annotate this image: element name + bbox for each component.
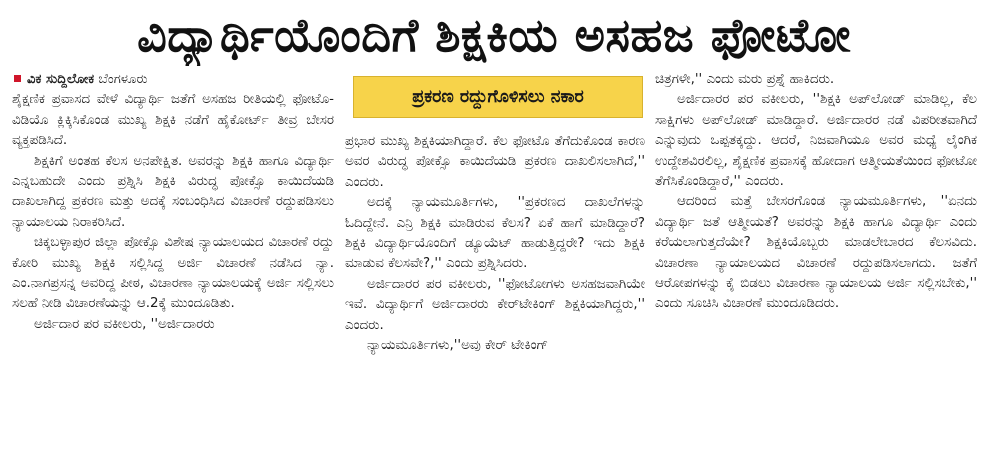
paragraph: ಶಿಕ್ಷಕಿಗೆ ಅಂತಹ ಕೆಲಸ ಅನಪೇಕ್ಷಿತ. ಅವರನ್ನು ಶಿಕ್ಷಕಿ ಹಾಗೂ ವಿದ್ಯಾರ್ಥಿ ಎನ್ನಬಹುದೇ ಎಂದು ಪ್ರಶ್ನಿಸಿ ಶಿಕ್ಷಕಿ ವಿರುದ್ಧ ಪೋಕ್ಸೊ ಕಾಯಿದೆಯಡಿ ದಾಖಲಾಗಿದ್ದ ಪ್ರಕರಣ ಮತ್ತು ಅದಕ್ಕೆ ಸಂಬಂಧಿಸಿದ ವಿಚಾರಣೆ ರದ್ದುಪಡಿಸಲು ನ್ಯಾಯಾಲಯ ನಿರಾಕರಿಸಿದೆ.: [12, 153, 334, 230]
paragraph: ಅರ್ಜಿದಾರರ ಪರ ವಕೀಲರು, ''ಶಿಕ್ಷಕಿ ಅಪ್‌ಲೋಡ್ ಮಾಡಿಲ್ಲ, ಕೆಲ ಸಾಕ್ಷಿಗಳು ಅಪ್‌ಲೋಡ್ ಮಾಡಿದ್ದಾರೆ. ಅರ್ಜಿದಾರರ ನಡೆ ವಿಪರೀತವಾಗಿದೆ ಎನ್ನುವುದು ಒಪ್ಪತಕ್ಕದ್ದು. ಆದರೆ, ನಿಜವಾಗಿಯೂ ಅವರ ಮಧ್ಯೆ ಲೈಂಗಿಕ ಉದ್ದೇಶವಿರಲಿಲ್ಲ, ಶೈಕ್ಷಣಿಕ ಪ್ರವಾಸಕ್ಕೆ ಹೋದಾಗ ಆತ್ಮೀಯತೆಯಿಂದ ಫೋಟೋ ತೆಗೆಸಿಕೊಂಡಿದ್ದಾರೆ,'' ಎಂದರು.: [655, 92, 977, 190]
paragraph: ಶೈಕ್ಷಣಿಕ ಪ್ರವಾಸದ ವೇಳೆ ವಿದ್ಯಾರ್ಥಿ ಜತೆಗೆ ಅಸಹಜ ರೀತಿಯಲ್ಲಿ ಫೋಟೊ-ವಿಡಿಯೊ ಕ್ಲಿಕ್ಕಿಸಿಕೊಂಡ ಮುಖ್ಯ ಶಿಕ್ಷಕಿ ನಡೆಗೆ ಹೈಕೋರ್ಟ್ ತೀವ್ರ ಬೇಸರ ವ್ಯಕ್ತಪಡಿಸಿದೆ.: [12, 92, 334, 149]
paragraph: ನ್ಯಾಯಮೂರ್ತಿಗಳು,''ಅವು ಕೇರ್ ಟೇಕಿಂಗ್: [367, 338, 549, 354]
byline: [12, 70, 334, 90]
headline: ವಿದ್ಯಾರ್ಥಿಯೊಂದಿಗೆ ಶಿಕ್ಷಕಿಯ ಅಸಹಜ ಫೋಟೋ: [137, 8, 851, 62]
article-column-1: [12, 70, 334, 450]
paragraph: ಪ್ರಭಾರ ಮುಖ್ಯ ಶಿಕ್ಷಕಿಯಾಗಿದ್ದಾರೆ. ಕೆಲ ಫೋಟೊ ತೆಗೆದುಕೊಂಡ ಕಾರಣ ಅವರ ವಿರುದ್ಧ ಪೋಕ್ಸೊ ಕಾಯಿದೆಯಡಿ ಪ್ರಕರಣ ದಾಖಲಿಸಲಾಗಿದೆ,'' ಎಂದರು.: [345, 134, 645, 190]
article-column-2: [345, 70, 645, 450]
paragraph: ಚಿತ್ರಗಳೇ,'' ಎಂದು ಮರು ಪ್ರಶ್ನೆ ಹಾಕಿದರು.: [655, 72, 835, 87]
paragraph: ಚಿಕ್ಕಬಳ್ಳಾಪುರ ಜಿಲ್ಲಾ ಪೋಕ್ಸೊ ವಿಶೇಷ ನ್ಯಾಯಾಲಯದ ವಿಚಾರಣೆ ರದ್ದು ಕೋರಿ ಮುಖ್ಯ ಶಿಕ್ಷಕಿ ಸಲ್ಲಿಸಿದ್ದ ಅರ್ಜಿ ವಿಚಾರಣೆ ನಡೆಸಿದ ನ್ಯಾ. ಎಂ.ನಾಗಪ್ರಸನ್ನ ಅವರಿದ್ದ ಪೀಠ, ವಿಚಾರಣಾ ನ್ಯಾಯಾಲಯಕ್ಕೆ ಅರ್ಜಿ ಸಲ್ಲಿಸಲು ಸಲಹೆ ನೀಡಿ ವಿಚಾರಣೆಯನ್ನು ಆ.2ಕ್ಕೆ ಮುಂದೂಡಿತು.: [12, 235, 334, 312]
paragraph: ಆದರಿಂದ ಮತ್ತೆ ಬೇಸರಗೊಂಡ ನ್ಯಾಯಮೂರ್ತಿಗಳು, ''ಏನದು ವಿದ್ಯಾರ್ಥಿ ಜತೆ ಆತ್ಮೀಯತೆ? ಅವರನ್ನು ಶಿಕ್ಷಕಿ ಹಾಗೂ ವಿದ್ಯಾರ್ಥಿ ಎಂದು ಕರೆಯಲಾಗುತ್ತದೆಯೇ? ಶಿಕ್ಷಕಿಯೊಬ್ಬರು ಮಾಡಲೇಬಾರದ ಕೆಲಸವಿದು. ವಿಚಾರಣಾ ನ್ಯಾಯಾಲಯದ ವಿಚಾರಣೆ ರದ್ದುಪಡಿಸಲಾಗದು. ಜತೆಗೆ ಆರೋಪಗಳನ್ನು ಕೈ ಬಿಡಲು ವಿಚಾರಣಾ ನ್ಯಾಯಾಲಯ ಅರ್ಜಿ ಸಲ್ಲಿಸಬೇಕು,'' ಎಂದು ಸೂಚಿಸಿ ವಿಚಾರಣೆ ಮುಂದೂಡಿದರು.: [655, 194, 977, 312]
subheading-box: ಪ್ರಕರಣ ರದ್ದುಗೊಳಿಸಲು ನಕಾರ: [353, 76, 643, 118]
paragraph: ಅರ್ಜಿದಾರರ ಪರ ವಕೀಲರು, ''ಫೋಟೋಗಳು ಅಸಹಜವಾಗಿಯೇ ಇವೆ. ವಿದ್ಯಾರ್ಥಿಗೆ ಅರ್ಜಿದಾರರು ಕೇರ್‌ಟೇಕಿಂಗ್ ಶಿಕ್ಷಕಿಯಾಗಿದ್ದರು,'' ಎಂದರು.: [345, 276, 645, 333]
bullet-square-icon: [14, 75, 21, 82]
article-column-3: [655, 70, 977, 450]
byline-city: ಬೆಂಗಳೂರು: [98, 72, 148, 87]
paragraph: ಅರ್ಜಿದಾರ ಪರ ವಕೀಲರು, ''ಅರ್ಜಿದಾರರು: [34, 316, 215, 332]
byline-source: ವಿಕ ಸುದ್ದಿಲೋಕ: [27, 72, 95, 87]
paragraph: ಅದಕ್ಕೆ ನ್ಯಾಯಮೂರ್ತಿಗಳು, ''ಪ್ರಕರಣದ ದಾಖಲೆಗಳನ್ನು ಓದಿದ್ದೇನೆ. ಎನ್ರಿ ಶಿಕ್ಷಕಿ ಮಾಡಿರುವ ಕೆಲಸ? ಏಕೆ ಹಾಗೆ ಮಾಡಿದ್ದಾರೆ? ಶಿಕ್ಷಕಿ ವಿದ್ಯಾರ್ಥಿಯೊಂದಿಗೆ ಡ್ಯೂಯೆಟ್ ಹಾಡುತ್ತಿದ್ದರೇ? ಇದು ಶಿಕ್ಷಕಿ ಮಾಡುವ ಕೆಲಸವೇ?,'' ಎಂದು ಪ್ರಶ್ನಿಸಿದರು.: [345, 195, 645, 272]
